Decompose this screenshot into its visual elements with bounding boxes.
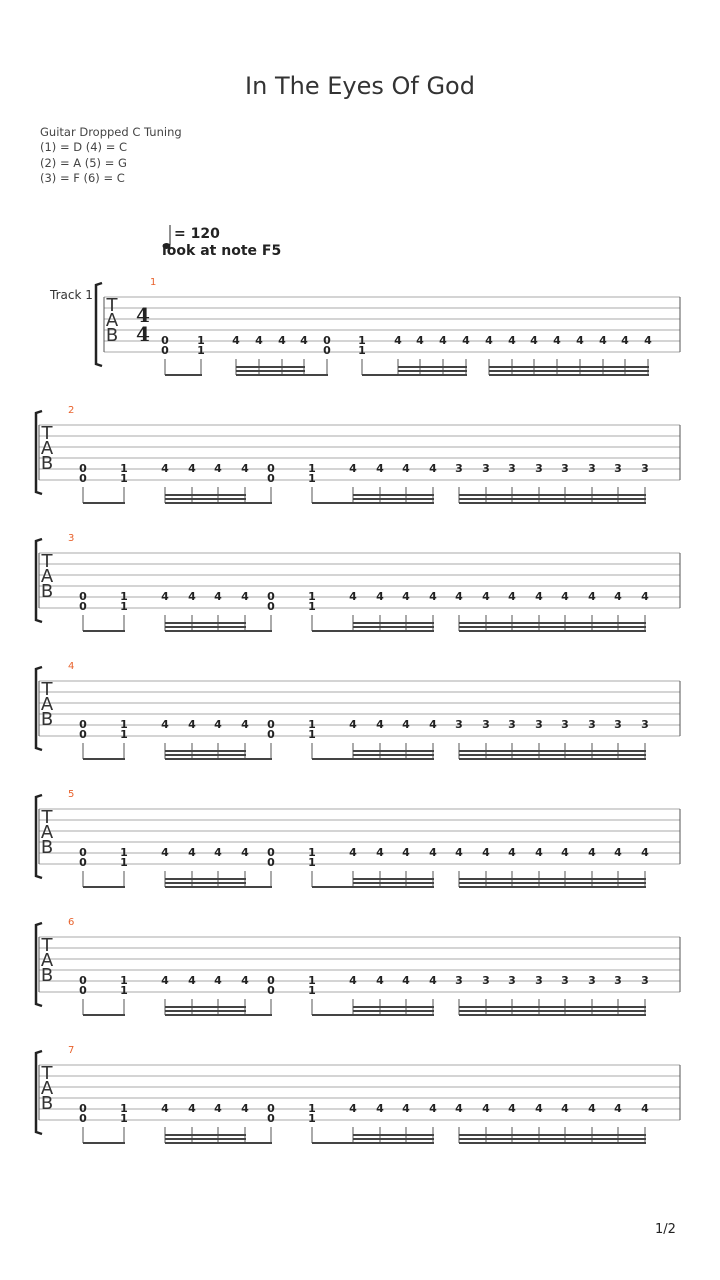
tab-clef-letter: T [41,1063,53,1084]
fret-number: 4 [188,974,196,987]
beam [245,1014,272,1016]
page-number: 1/2 [655,1222,676,1237]
measure-number: 1 [150,277,157,288]
fret-number: 1 [120,472,128,485]
fret-number: 1 [197,344,205,357]
fret-number: 4 [255,334,263,347]
system-bracket [96,283,102,366]
measure-number: 5 [68,789,75,800]
beam [245,630,272,632]
fret-number: 4 [508,590,516,603]
fret-number: 4 [429,974,437,987]
beam [459,1014,646,1016]
fret-number: 4 [416,334,424,347]
fret-number: 4 [349,462,357,475]
beam [236,370,305,372]
fret-number: 3 [561,718,569,731]
fret-number: 0 [79,1112,87,1125]
tempo-value: = 120 [174,226,220,242]
beam [165,750,246,752]
beam [353,758,434,760]
fret-number: 4 [402,974,410,987]
playing-instruction: look at note F5 [162,243,282,259]
beam [398,374,467,376]
beam [353,626,434,628]
beam [83,502,125,504]
fret-number: 1 [120,600,128,613]
beam [312,630,354,632]
beam [489,370,649,372]
beam [459,498,646,500]
fret-number: 0 [267,718,275,731]
fret-number: 4 [482,846,490,859]
fret-number: 1 [358,334,366,347]
fret-number: 0 [267,472,275,485]
tab-clef-letter: B [40,709,54,730]
tab-clef-letter: T [41,807,53,828]
fret-number: 3 [641,462,649,475]
beam [165,622,246,624]
beam [398,370,467,372]
tab-clef-letter: T [106,295,118,316]
fret-number: 4 [439,334,447,347]
fret-number: 4 [214,590,222,603]
fret-number: 4 [376,1102,384,1115]
fret-number: 4 [508,1102,516,1115]
fret-number: 4 [376,590,384,603]
beam [83,758,125,760]
fret-number: 1 [308,472,316,485]
beam [353,498,434,500]
fret-number: 0 [323,344,331,357]
fret-number: 4 [241,590,249,603]
beam [165,1138,246,1140]
beam [459,750,646,752]
beam [165,494,246,496]
beam [312,502,354,504]
fret-number: 4 [641,590,649,603]
beam [459,1142,646,1144]
tab-clef-letter: B [40,1093,54,1114]
fret-number: 3 [508,462,516,475]
fret-number: 4 [561,846,569,859]
fret-number: 4 [561,1102,569,1115]
fret-number: 4 [394,334,402,347]
fret-number: 4 [376,846,384,859]
fret-number: 4 [349,974,357,987]
fret-number: 4 [641,846,649,859]
fret-number: 4 [214,718,222,731]
fret-number: 3 [641,718,649,731]
fret-number: 3 [455,462,463,475]
fret-number: 4 [161,590,169,603]
fret-number: 4 [561,590,569,603]
fret-number: 1 [358,344,366,357]
beam [165,886,246,888]
fret-number: 4 [300,334,308,347]
beam [83,1014,125,1016]
fret-number: 0 [267,974,275,987]
beam [353,1142,434,1144]
fret-number: 4 [455,846,463,859]
fret-number: 0 [79,718,87,731]
fret-number: 4 [482,590,490,603]
beam [312,886,354,888]
beam [165,1014,246,1016]
fret-number: 4 [462,334,470,347]
beam [353,494,434,496]
fret-number: 1 [120,974,128,987]
fret-number: 4 [621,334,629,347]
fret-number: 3 [455,718,463,731]
fret-number: 1 [308,974,316,987]
tuning-line: (1) = D (4) = C [40,140,128,155]
fret-number: 3 [535,718,543,731]
beam [459,494,646,496]
fret-number: 3 [588,718,596,731]
fret-number: 4 [241,462,249,475]
beam [83,630,125,632]
beam [165,626,246,628]
beam [165,1006,246,1008]
beam [165,882,246,884]
fret-number: 4 [278,334,286,347]
fret-number: 4 [599,334,607,347]
beam [245,502,272,504]
fret-number: 1 [120,984,128,997]
fret-number: 3 [482,718,490,731]
beam [459,1010,646,1012]
fret-number: 1 [120,590,128,603]
measure-number: 2 [68,405,75,416]
beam [459,882,646,884]
beam [459,1006,646,1008]
beam [459,754,646,756]
fret-number: 4 [161,462,169,475]
beam [353,750,434,752]
fret-number: 3 [614,974,622,987]
fret-number: 1 [197,334,205,347]
fret-number: 3 [614,462,622,475]
fret-number: 4 [482,1102,490,1115]
fret-number: 0 [267,846,275,859]
tuning-name: Guitar Dropped C Tuning [40,125,182,139]
tab-clef-letter: T [41,423,53,444]
fret-number: 3 [508,718,516,731]
fret-number: 0 [267,590,275,603]
fret-number: 0 [161,334,169,347]
beam [489,374,649,376]
beam [312,1142,354,1144]
fret-number: 3 [561,974,569,987]
beam [245,758,272,760]
fret-number: 1 [120,1112,128,1125]
fret-number: 0 [161,344,169,357]
fret-number: 4 [553,334,561,347]
beam [353,754,434,756]
fret-number: 1 [308,728,316,741]
fret-number: 4 [214,846,222,859]
fret-number: 4 [576,334,584,347]
fret-number: 4 [376,462,384,475]
fret-number: 4 [485,334,493,347]
fret-number: 4 [429,846,437,859]
fret-number: 0 [267,728,275,741]
beam [353,1138,434,1140]
beam [353,502,434,504]
fret-number: 4 [188,590,196,603]
fret-number: 4 [161,846,169,859]
fret-number: 0 [79,590,87,603]
fret-number: 4 [188,718,196,731]
fret-number: 1 [120,846,128,859]
fret-number: 4 [241,974,249,987]
beam [353,630,434,632]
fret-number: 4 [535,590,543,603]
beam [459,878,646,880]
tuning-line: (3) = F (6) = C [40,170,125,185]
fret-number: 1 [308,462,316,475]
fret-number: 4 [508,334,516,347]
fret-number: 4 [429,590,437,603]
beam [398,366,467,368]
tab-clef-letter: A [40,1078,54,1099]
tab-clef-letter: B [40,453,54,474]
fret-number: 0 [79,846,87,859]
fret-number: 0 [267,600,275,613]
fret-number: 0 [79,728,87,741]
fret-number: 0 [79,600,87,613]
fret-number: 4 [402,462,410,475]
tab-clef-letter: A [40,438,54,459]
fret-number: 4 [232,334,240,347]
fret-number: 1 [308,718,316,731]
tab-clef-letter: B [105,325,119,346]
track-label: Track 1 [50,288,93,302]
fret-number: 0 [79,462,87,475]
beam [165,498,246,500]
beam [353,622,434,624]
fret-number: 1 [308,846,316,859]
fret-number: 4 [614,1102,622,1115]
fret-number: 1 [120,728,128,741]
fret-number: 0 [79,984,87,997]
beam [353,1006,434,1008]
beam [353,886,434,888]
beam [245,1142,272,1144]
tab-clef-letter: T [41,679,53,700]
beam [165,1010,246,1012]
fret-number: 1 [308,590,316,603]
fret-number: 4 [429,718,437,731]
fret-number: 4 [161,1102,169,1115]
measure-number: 3 [68,533,75,544]
fret-number: 4 [530,334,538,347]
fret-number: 4 [535,1102,543,1115]
beam [236,366,305,368]
beam [312,758,354,760]
beam [353,1134,434,1136]
beam [353,1010,434,1012]
fret-number: 0 [267,1112,275,1125]
beam [165,630,246,632]
fret-number: 4 [641,1102,649,1115]
fret-number: 0 [267,1102,275,1115]
fret-number: 4 [214,974,222,987]
tab-clef-letter: A [105,310,119,331]
fret-number: 4 [508,846,516,859]
fret-number: 3 [535,974,543,987]
fret-number: 0 [79,974,87,987]
fret-number: 4 [455,1102,463,1115]
fret-number: 0 [79,1102,87,1115]
fret-number: 3 [641,974,649,987]
fret-number: 3 [614,718,622,731]
beam [236,374,305,376]
fret-number: 4 [349,846,357,859]
beam [165,754,246,756]
beam [353,1014,434,1016]
fret-number: 4 [402,1102,410,1115]
fret-number: 4 [402,846,410,859]
fret-number: 1 [308,1112,316,1125]
fret-number: 3 [482,462,490,475]
fret-number: 4 [402,718,410,731]
fret-number: 4 [349,718,357,731]
beam [489,366,649,368]
tab-clef-letter: T [41,551,53,572]
beam [245,886,272,888]
tab-clef-letter: A [40,950,54,971]
fret-number: 4 [349,590,357,603]
tab-clef-letter: T [41,935,53,956]
beam [459,1134,646,1136]
fret-number: 3 [561,462,569,475]
fret-number: 0 [79,472,87,485]
fret-number: 0 [267,984,275,997]
fret-number: 3 [588,974,596,987]
measure-number: 4 [68,661,75,672]
fret-number: 3 [482,974,490,987]
fret-number: 4 [644,334,652,347]
fret-number: 0 [323,334,331,347]
beam [312,1014,354,1016]
beam [459,758,646,760]
beam [165,1134,246,1136]
fret-number: 4 [214,462,222,475]
fret-number: 3 [535,462,543,475]
beam [165,878,246,880]
beam [83,1142,125,1144]
beam [165,758,246,760]
fret-number: 4 [614,590,622,603]
beam [83,886,125,888]
fret-number: 4 [241,846,249,859]
fret-number: 1 [120,462,128,475]
fret-number: 1 [308,600,316,613]
fret-number: 3 [455,974,463,987]
song-title: In The Eyes Of God [245,72,475,100]
fret-number: 4 [161,718,169,731]
beam [459,622,646,624]
measure-number: 6 [68,917,75,928]
tab-clef-letter: B [40,965,54,986]
fret-number: 4 [188,462,196,475]
fret-number: 4 [429,1102,437,1115]
fret-number: 0 [267,462,275,475]
fret-number: 4 [161,974,169,987]
fret-number: 4 [188,846,196,859]
beam [353,878,434,880]
tab-clef-letter: A [40,694,54,715]
tab-clef-letter: B [40,581,54,602]
fret-number: 4 [429,462,437,475]
beam [304,374,328,376]
fret-number: 4 [376,974,384,987]
beam [165,374,202,376]
beam [459,630,646,632]
beam [459,886,646,888]
fret-number: 1 [308,856,316,869]
beam [459,502,646,504]
tuning-line: (2) = A (5) = G [40,155,127,170]
fret-number: 4 [614,846,622,859]
fret-number: 4 [402,590,410,603]
measure-number: 7 [68,1045,75,1056]
fret-number: 4 [241,718,249,731]
fret-number: 1 [308,984,316,997]
beam [459,1138,646,1140]
fret-number: 1 [120,718,128,731]
fret-number: 4 [588,1102,596,1115]
fret-number: 4 [214,1102,222,1115]
beam [459,626,646,628]
tab-clef-letter: A [40,822,54,843]
fret-number: 4 [188,1102,196,1115]
fret-number: 1 [120,856,128,869]
fret-number: 4 [349,1102,357,1115]
beam [165,502,246,504]
time-signature-bottom: 4 [136,322,150,346]
fret-number: 0 [267,856,275,869]
fret-number: 4 [535,846,543,859]
tab-clef-letter: A [40,566,54,587]
fret-number: 0 [79,856,87,869]
fret-number: 3 [508,974,516,987]
beam [353,882,434,884]
fret-number: 4 [241,1102,249,1115]
fret-number: 4 [588,846,596,859]
fret-number: 1 [308,1102,316,1115]
fret-number: 4 [455,590,463,603]
fret-number: 4 [376,718,384,731]
beam [165,1142,246,1144]
fret-number: 3 [588,462,596,475]
fret-number: 1 [120,1102,128,1115]
beam [362,374,399,376]
time-signature-top: 4 [136,303,150,327]
fret-number: 4 [588,590,596,603]
tab-clef-letter: B [40,837,54,858]
